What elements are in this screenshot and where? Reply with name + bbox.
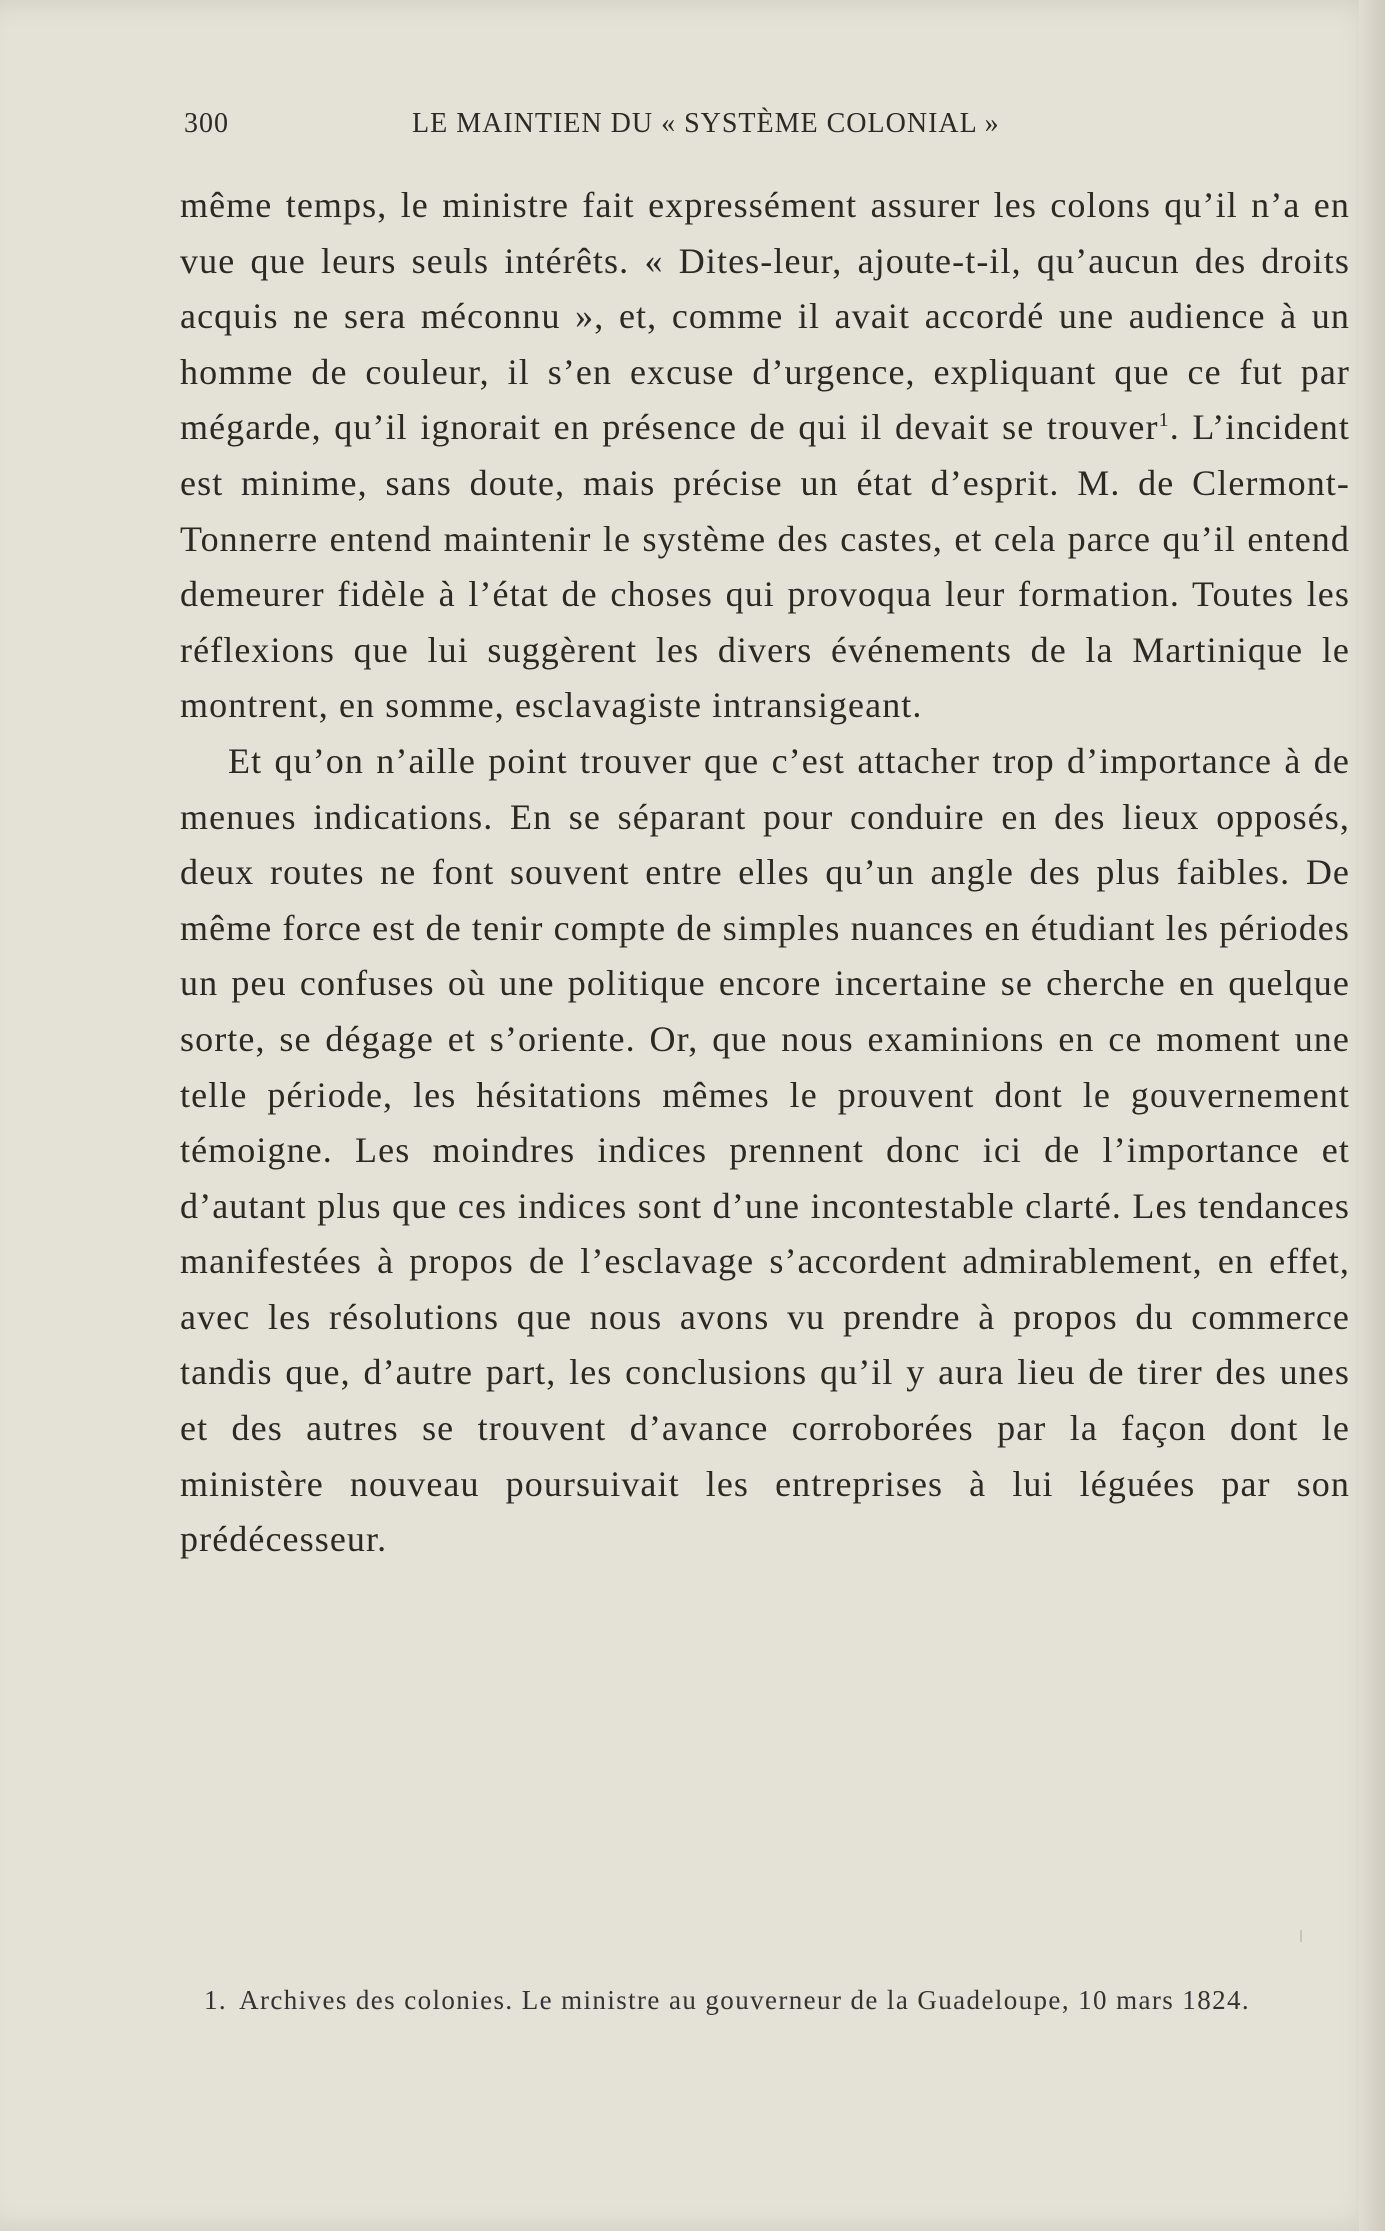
paragraph-2: Et qu’on n’aille point trouver que c’est attacher trop d’importance à de menues indications. En se séparant pour conduire en des lieux opposés, deux routes ne font souvent entre elles qu’un angle des plus faibles. De même force est de tenir compte de simples nuances en étudiant les périodes un peu confuses où une politique encore incertaine se cherche en quelque sorte, se dégage et s’oriente. Or, que nous examinions en ce moment une telle période, les hésitations mêmes le prouvent dont le gouvernement témoigne. Les moindres indices prennent donc ici de l’importance et d’autant plus que ces indices sont d’une incontestable clarté. Les tendances manifestées à propos de l’esclavage s’accordent admirablement, en effet, avec les résolutions que nous avons vu prendre à propos du commerce tandis que, d’autre part, les conclusions qu’il y aura lieu de tirer des unes et des autres se trouvent d’avance corroborées par la façon dont le ministère nouveau poursuivait les entreprises à lui léguées par son prédécesseur. [180,740,1350,1560]
footnote [180,1979,1350,2021]
paragraph-1-text-after-note: . L’incident est minime, sans doute, mais précise un état d’esprit. M. de Clermont-Tonnerre entend maintenir le système des castes, et cela parce qu’il entend demeurer fidèle à l’état de choses qui provoqua leur formation. Toutes les réflexions que lui suggèrent les divers événements de la Martinique le montrent, en somme, esclavagiste intransigeant. [180,407,1350,726]
running-head: LE MAINTIEN DU « SYSTÈME COLONIAL » [412,108,1000,139]
main-text [180,178,1350,1568]
footnote-text: Archives des colonies. Le ministre au gouverneur de la Guadeloupe, 10 mars 1824. [239,1985,1251,2015]
footnote-number: 1. [204,1985,228,2015]
page-edge-shadow [1359,0,1385,2231]
page-number: 300 [184,108,229,139]
page-header [184,108,1349,148]
paragraph-1-text-before-note: même temps, le ministre fait expressément assurer les colons qu’il n’a en vue que leurs seuls intérêts. « Dites-leur, ajoute-t-il, qu’aucun des droits acquis ne sera méconnu », et, comme il avait accordé une audience à un homme de couleur, il s’en excuse d’urgence, expliquant que ce fut par mégarde, qu’il ignorait en présence de qui il devait se trouver [180,185,1350,448]
paragraph-1 [180,178,1350,734]
footnote-reference: 1 [1158,409,1170,432]
paper-mark [1300,1930,1302,1942]
